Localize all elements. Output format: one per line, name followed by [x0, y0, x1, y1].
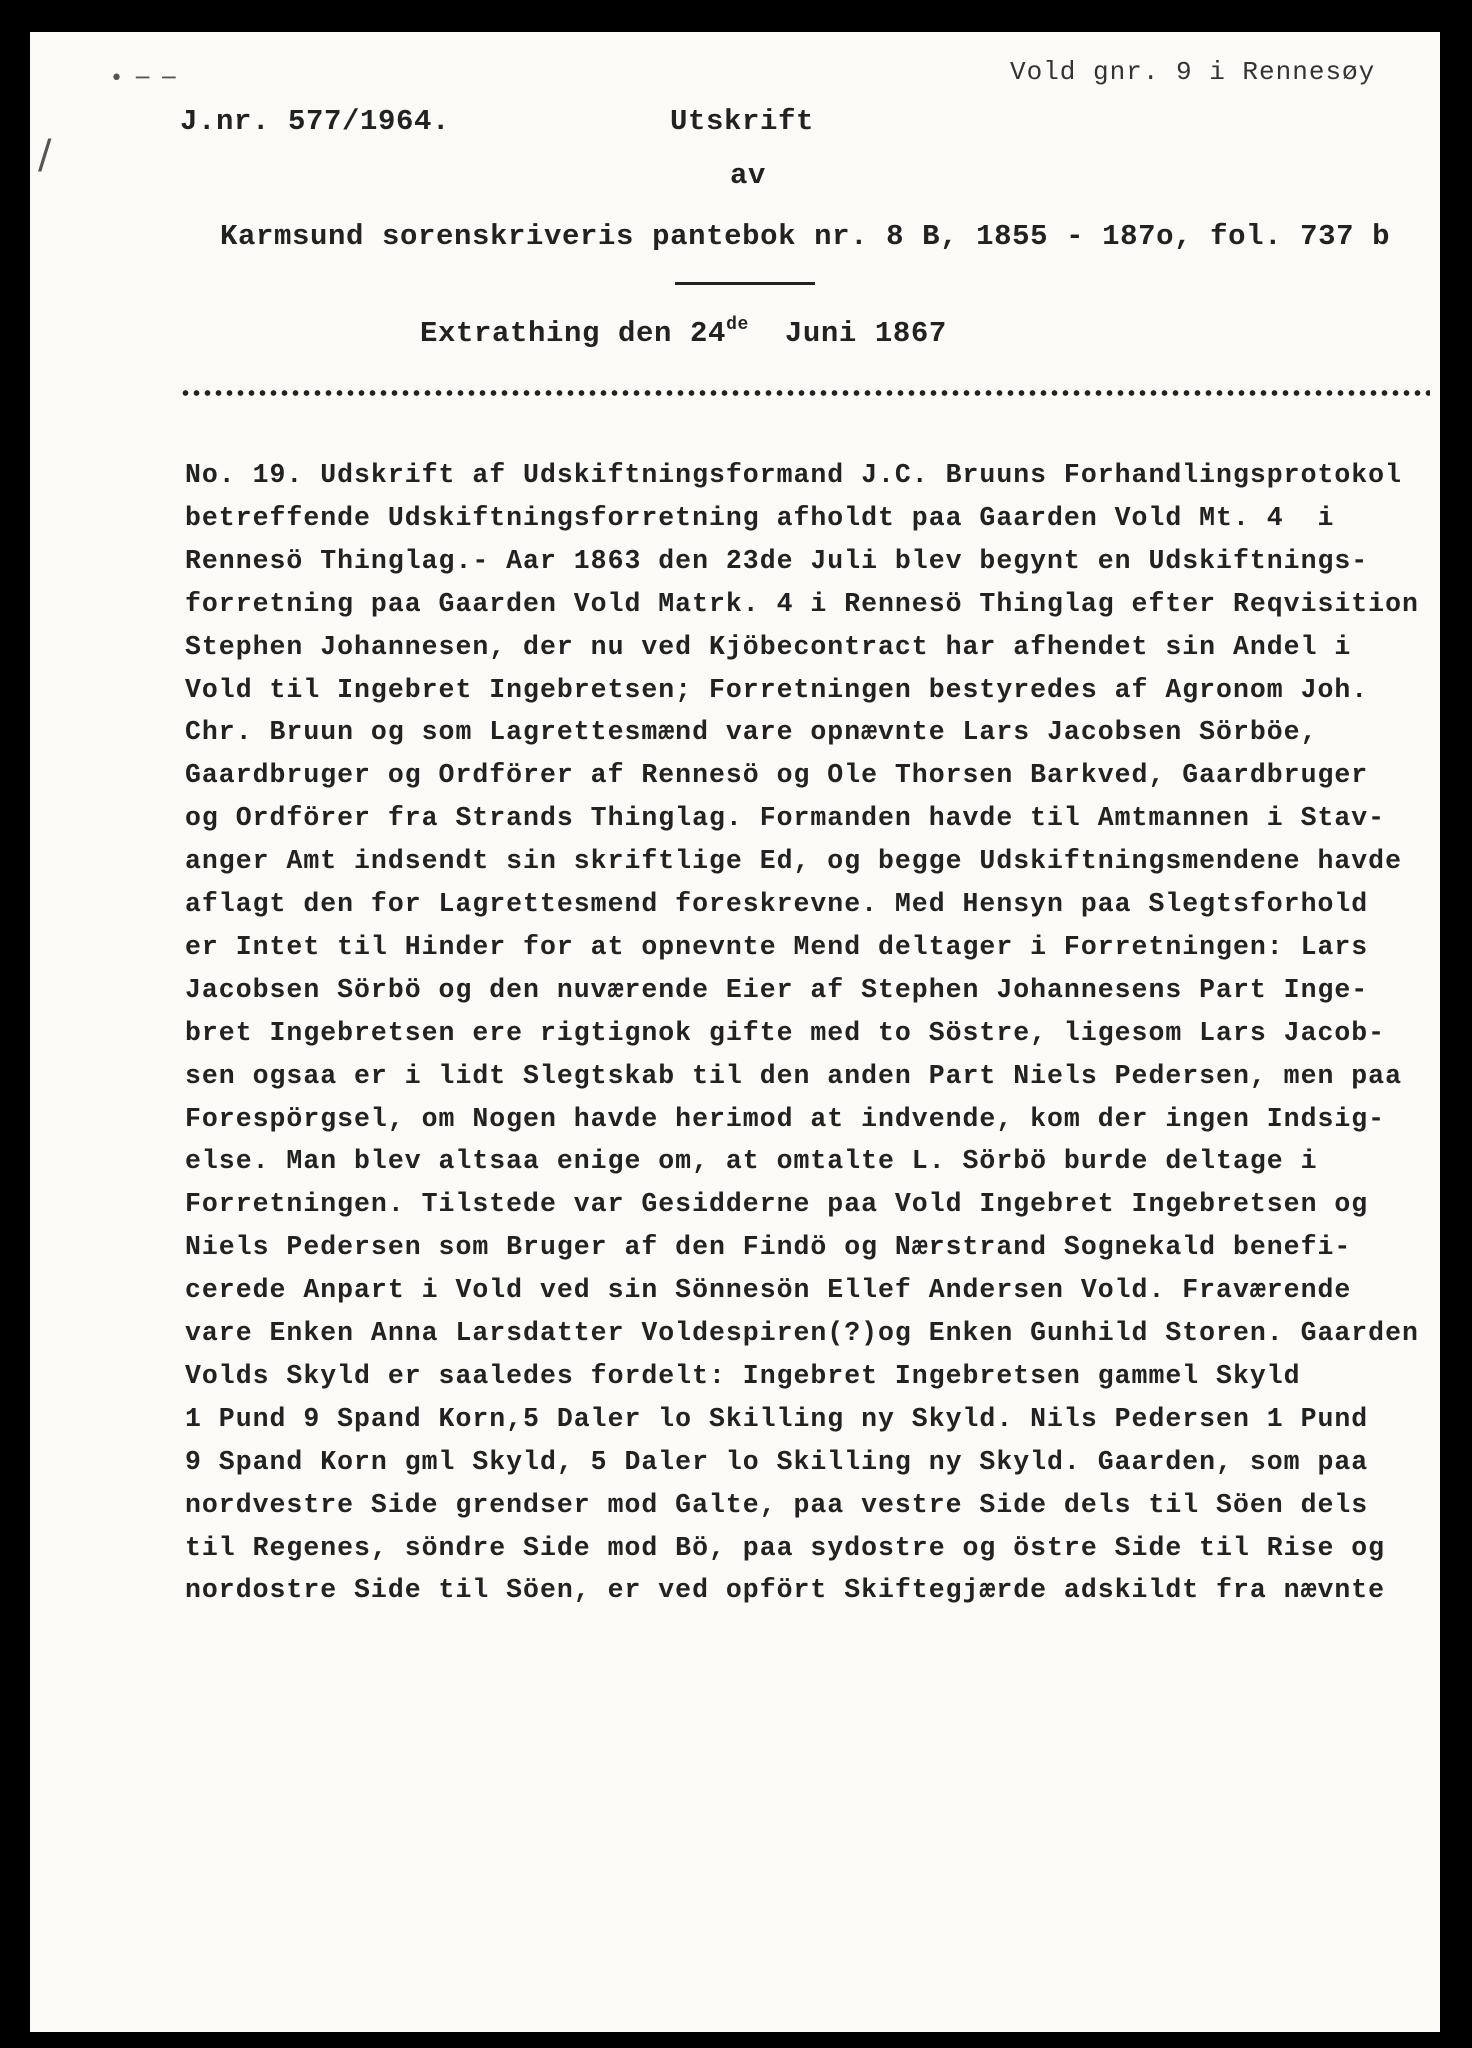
session-date-prefix: Extrathing den 24: [420, 317, 727, 350]
body-line: nordvestre Side grendser mod Galte, paa vestre Side dels til Söen dels: [185, 1489, 1369, 1520]
margin-pencil-mark: /: [38, 132, 52, 178]
body-line: til Regenes, söndre Side mod Bö, paa sydostre og östre Side til Rise og: [185, 1532, 1386, 1563]
body-line: else. Man blev altsaa enige om, at omtalte L. Sörbö burde deltage i: [185, 1146, 1318, 1177]
body-line: aflagt den for Lagrettesmend foreskrevne. Med Hensyn paa Slegtsforhold: [185, 889, 1369, 919]
body-line: Forretningen. Tilstede var Gesidderne paa Vold Ingebret Ingebretsen og: [185, 1189, 1369, 1220]
title-divider: [675, 282, 815, 285]
body-line: Volds Skyld er saaledes fordelt: Ingebret Ingebretsen gammel Skyld: [185, 1360, 1301, 1391]
dotted-separator: [180, 387, 1430, 399]
body-line: 1 Pund 9 Spand Korn,5 Daler lo Skilling ny Skyld. Nils Pedersen 1 Pund: [185, 1403, 1369, 1434]
title-av: av: [730, 159, 767, 192]
body-line: Rennesö Thinglag.- Aar 1863 den 23de Juli blev begynt en Udskiftnings-: [185, 545, 1369, 576]
body-line: Forespörgsel, om Nogen havde herimod at indvende, kom der ingen Indsig-: [185, 1103, 1386, 1134]
document-page: [30, 32, 1440, 2032]
session-date-superscript: de: [726, 315, 749, 335]
session-date: [420, 317, 947, 350]
body-line: vare Enken Anna Larsdatter Voldespiren(?)og Enken Gunhild Storen. Gaarden: [185, 1318, 1419, 1348]
document-title: Utskrift: [670, 105, 815, 138]
body-line: sen ogsaa er i lidt Slegtskab til den anden Part Niels Pedersen, men paa: [185, 1060, 1402, 1091]
body-line: anger Amt indsendt sin skriftlige Ed, og begge Udskiftningsmendene havde: [185, 846, 1402, 877]
body-line: Jacobsen Sörbö og den nuværende Eier af Stephen Johannesens Part Inge-: [185, 974, 1369, 1005]
source-reference: Karmsund sorenskriveris pantebok nr. 8 B, 1855 - 187o, fol. 737 b: [220, 220, 1391, 253]
body-line: No. 19. Udskrift af Udskiftningsformand J.C. Bruuns Forhandlingsprotokol: [185, 460, 1402, 490]
body-line: nordostre Side til Söen, er ved opfört Skiftegjærde adskildt fra nævnte: [185, 1575, 1386, 1606]
body-line: 9 Spand Korn gml Skyld, 5 Daler lo Skilling ny Skyld. Gaarden, som paa: [185, 1446, 1369, 1477]
body-line: og Ordförer fra Strands Thinglag. Formanden havde til Amtmannen i Stav-: [185, 803, 1386, 834]
body-line: er Intet til Hinder for at opnevnte Mend deltager i Forretningen: Lars: [185, 931, 1369, 962]
property-reference: Vold gnr. 9 i Rennesøy: [1010, 57, 1376, 87]
body-line: bret Ingebretsen ere rigtignok gifte med to Söstre, ligesom Lars Jacob-: [185, 1017, 1386, 1048]
margin-pencil-mark: • ─ ─: [110, 66, 179, 91]
body-line: Stephen Johannesen, der nu ved Kjöbecontract har afhendet sin Andel i: [185, 631, 1352, 662]
body-line: Chr. Bruun og som Lagrettesmænd vare opnævnte Lars Jacobsen Sörböe,: [185, 717, 1318, 748]
session-date-suffix: Juni 1867: [748, 317, 947, 350]
body-line: Niels Pedersen som Bruger af den Findö og Nærstrand Sognekald benefi-: [185, 1232, 1352, 1263]
body-line: cerede Anpart i Vold ved sin Sönnesön Ellef Andersen Vold. Fraværende: [185, 1275, 1352, 1306]
body-line: betreffende Udskiftningsforretning afholdt paa Gaarden Vold Mt. 4 i: [185, 502, 1335, 533]
body-line: Vold til Ingebret Ingebretsen; Forretningen bestyredes af Agronom Joh.: [185, 674, 1369, 705]
journal-number: J.nr. 577/1964.: [180, 105, 451, 138]
body-line: Gaardbruger og Ordförer af Rennesö og Ole Thorsen Barkved, Gaardbruger: [185, 760, 1369, 791]
body-line: forretning paa Gaarden Vold Matrk. 4 i Rennesö Thinglag efter Reqvisition: [185, 588, 1419, 619]
